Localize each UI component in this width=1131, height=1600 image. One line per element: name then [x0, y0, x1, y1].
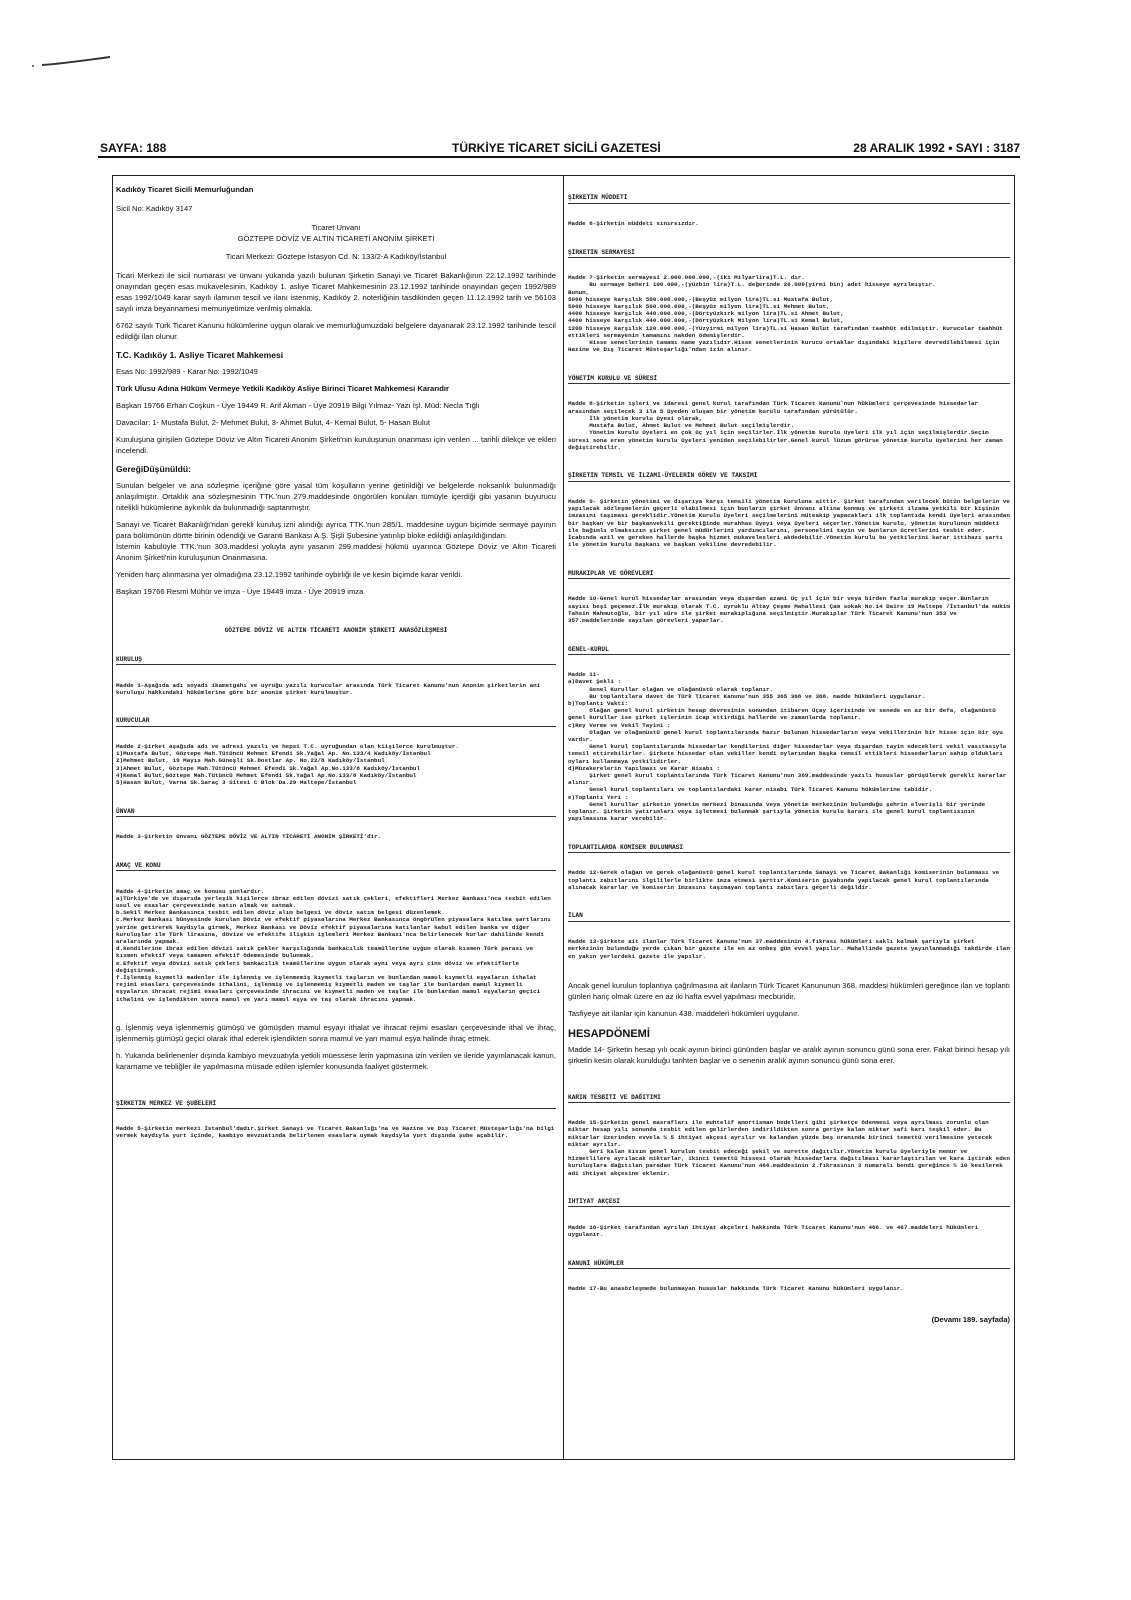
- incorporation-request: Kuruluşuna girişilen Göztepe Döviz ve Altın Ticareti Anonim Şirketi'nin kuruluşunun onanması için verilen ... tarihli dilekçe ve ekleri incelendi.: [116, 435, 556, 455]
- article-12: Madde 12-Gerek olağan ve gerek olağanüstü genel kurul toplantılarında Sanayi ve Ticaret Bakanlığı komiserinin bulunması ve toplantı zabıtlarını ilgililerle birlikte imza etmesi şarttır.Komiserin gıyabında yapılacak genel kurul toplantılarında alınacak kararlar ve komiserin imzasını taşımayan toplantı zabıtları geçerli değildir.: [568, 869, 1003, 891]
- article-11: Madde 11- a)Davet Şekli : Genel Kurullar olağan ve olağanüstü olarak toplanır. Bu toplantılara davet de Türk Ticaret Kanunu'nun 355 365 368 ve 368. madde hükümleri uygulanır. b)Toplantı Vakti: Olağan genel kurul şirketin hesap devresinin sonundan itibaren üçay içerisinde ve senede en az bir defa, olağanüstü genel kurullar ise şirket işlerinin icap ettirdiği hallerde ve zamanlarda toplanır. c)Rey Verme ve Vekil Tayini : Olağan ve olağanüstü genel kurul toplantılarında hazır bulunan hissedarların veya vekillerinin bir hisse için bir oyu vardır. Genel kurul toplantılarında hissedarlar kendilerini diğer hissedarlar veya dışardan tayin edecekleri vekil vasıtasıyla temsil ettirebilirler. Şirkete hissedar olan vekiller kendi oylarından başka temsil ettikleri hissedarların sahip oldukları oyları kullanmaya yetkilidirler. d)Müzakerelerin Yapılması ve Karar Nisabı : Şirket genel kurul toplantılarında Türk Ticaret Kanunu'nun 369.maddesinde yazılı hususlar görüşülerek gerekli kararlar alınır. Genel kurul toplantıları ve toplantılardaki karar nisabı Türk Ticaret Kanunu hükümlerine tabidir. e)Toplantı Yeri : Genel kurullar şirketin yönetim merkezi binasında veya yönetim merkezinin bulunduğu şehrin elverişli bir yerinde toplanır. Şirketin yatırımları veya işletmesi bulunmak şartıyla yönetim kurulu kararı ile genel kurul toplantısının yapılmasına karar verebilir.: [568, 671, 1007, 823]
- article-16: Madde 16-Şirket tarafından ayrılan ihtiyat akçeleri hakkında Türk Ticaret Kanunu'nun 466. ve 467.maddeleri hükümleri uygulanır.: [568, 1223, 982, 1238]
- section-ihtiyat: İHTİYAT AKÇESİ: [568, 1198, 620, 1206]
- reasoning-1: Sunulan belgeler ve ana sözleşme içeriğine göre yasal tüm koşulların yerine getirildiği ve belgelerde noksanlık bulunmadığı anlaşılmıştır. Ortaklık ana sözleşmesinin TTK.'nun 279.maddesinde öngörülen konuları tümüyle içerdiği gibi yasanın buyurucu nitelikli hükümlerine aykırılık da bulunmadığı saptanmıştır.: [116, 481, 556, 512]
- article-6: Madde 6-Şirketin müddeti sınırsızdır.: [568, 220, 699, 228]
- header-rule: [98, 156, 1020, 158]
- section-kurulus: KURULUŞ: [116, 656, 142, 664]
- court-name: T.C. Kadıköy 1. Asliye Ticaret Mahkemesi: [116, 350, 284, 360]
- fiscal-period-title: HESAPDÖNEMİ: [568, 1028, 650, 1041]
- reasoning-4: Yeniden harç alınmasına yer olmadığına 23.12.1992 tarihinde oybirliği ile ve kesin biçimde karar verildi.: [116, 570, 463, 579]
- signatures: Başkan 19766 Resmi Mühür ve imza - Üye 19449 imza - Üye 20919 imza: [116, 587, 364, 596]
- case-number: Esas No: 1992/989 - Karar No: 1992/1049: [116, 367, 258, 376]
- unvan-label: Ticaret Unvanı: [311, 223, 361, 232]
- pen-mark-icon: [30, 55, 112, 69]
- article-7: Madde 7-Şirketin sermayesi 2.000.000.000,-(iki Milyarlira)T.L. dır. Bu sermaye beheri 100.000,-(yüzbin lira)T.L. değerinde 20.000(yirmi bin) adet hisseye ayrılmıştır. Bunun, 5000 hisseye karşılık 500.000.000,-(Beşyüz milyon lira)TL.si Mustafa Bulut, 5000 hisseye karşılık 500.000.000,-(Beşyüz milyon lira)TL.si Mehmet Bulut, 4400 hisseye karşılık 440.000.000,-(Dörtyüzkırk milyon lira)TL.si Ahmet Bulut, 4400 hisseye karşılık 440.000.000,-(Dörtyüzkırk Milyon lira)TL.si Kemal Bulut, 1200 hisseye karşılık 120.000.000,-(Yüzyirmi milyon lira)TL.si Hasan Bulut tarafından taahhüt edilmiştir. Kurucular taahhüt ettikleri sermayenin tamamını nakden ödemişlerdir. Hisse senetlerinin tamamı name yazılıdır.Hisse senetlerinin kurucu ortaklar dışındaki kişilere devredilebilmesi için Hazine ve Dış Ticaret Müsteşarlığı'ndan izin alınır.: [568, 274, 1003, 354]
- reasoning-2: Sanayi ve Ticaret Bakanlığı'ndan gerekli kuruluş izni alındığı ayrıca TTK.'nun 285/1. maddesine uygun biçimde sermaye payının para bölümünün dörtte birinin ödendiği ve Garanti Bankası A.Ş. Şişli Şubesine yatırılıp bloke edildiği anlaşıldığından:: [116, 520, 556, 540]
- contract-title: GÖZTEPE DÖVİZ VE ALTIN TİCARETİ ANONİM ŞİRKETİ ANASÖZLEŞMESİ: [224, 627, 448, 635]
- article-4-g: g. İşlenmiş veya işlenmemiş gümüşü ve gümüşden mamul eşyayı ithalat ve ihracat rejimi esasları çerçevesinde ithal ve ihraç, işlenmemiş gümüşü geçici olarak ithal ederek işlendikten sonra mamul ve yarı mamul eşya halinde ihraç etmek.: [116, 1023, 556, 1044]
- article-15: Madde 15-Şirketin genel masrafları ile muhtelif amortisman bedelleri gibi şirketçe ödenmesi veya ayrılması zorunlu olan miktar hesap yılı sonunda tesbit edilen gelirlerden indirildikten sonra geriye kalan miktar safi karı teşkil eder. Bu miktarlar üzerinden evvela % 5 ihtiyat akçesi ayrılır ve kalandan yüzde beş oranında birinci temettü verilmesine yetecek miktar ayrılır. Geri kalan kısım genel kurulun tesbit edeceği şekil ve surette dağıtılır.Yönetim kurulu üyeleriyle memur ve hizmetlilere ayrılacak miktarlar, ikinci temettü hissesi olarak hissedarlara dağıtılması kararlaştırılan ve kara iştirak eden kuruluşlara dağıtılan paradan Türk Ticaret Kanunu'nun 466.maddesinin 2.fıkrasının 3 numaralı bendi gereğince % 10 kesilerek adi ihtiyat akçesine eklenir.: [568, 1119, 1010, 1177]
- page-number: SAYFA: 188: [100, 141, 167, 155]
- article-4: Madde 4-Şirketin amaç ve konusu şunlardır. a)Türkiye'de ve dışarıda yerleşik kişilerce ibraz edilen dövizi satık çekleri, efektifleri Merkez Bankası'nca tesbit edilen usul ve esaslar çerçevesinde satın almak ve satmak. b.Sekil Merkez Bankasınca tesbit edilen döviz alım belgesi ve döviz satım belgesi düzenlemek. c.Merkez Bankası bünyesinde kurulan Döviz ve efektif piyasalarına Merkez Bankasınca öngörülen piyasalara katılma şartlarını yerine getirerek kaydıyla girmek, Merkez Bankası ve Döviz efektif piyasalarına katılanlar kabul edilen banka ve diğer kuruluşlar ile Türk lirasına, dövize ve efektife ilişkin işlemleri Merkez Bankası'nca belirlenecek kurlar dahilinde kendi aralarında yapmak. d.Kendilerine ibraz edilen dövizi satık çekler karşılığında bankacılık teamüllerine uygun olarak kısmen Türk parası ve kısmen efektif veya tamamen efektif ödemesinde bulunmak. e.Efektif veya dövizi satık çekleri bankacılık teamüllerine uygun olarak aynı veya ayrı cins döviz ve efektiflerle değiştirmek. f.İşlenmiş kıymetli madenler ile işlenmiş ve işlenmemiş kıymetli taşların ve bunlardan mamul kıymetli eşyaların ithalat rejimi esasları çerçevesinde ithalini, işlenmiş ve işlenmemiş kıymetli maden ve taşlar ile bunlardan mamul kıymetli eşyaların ihracat rejimi esasları çerçevesinde ihracını ve kıymetli maden ve taşlar ile bunlardan mamul eşyaların geçici ithalini ve işlendikten sonra mamul ve yarı mamul eşya ve taş olarak ihracını yapmak.: [116, 887, 551, 1003]
- sicil-number: Sicil No: Kadıköy 3147: [116, 204, 193, 213]
- article-5: Madde 5-Şirketin merkezi İstanbul'dadır.Şirket Sanayi ve Ticaret Bakanlığı'na ve Hazine ve Dış Ticaret Müsteşarlığı'na bilgi vermek kaydıyla yurt içinde, kambiyo mevzuatında belirlenen esaslara uymak kaydıyla yurt dışında şube açabilir.: [116, 1125, 558, 1140]
- left-column: [116, 184, 556, 1456]
- article-9: Madde 9- Şirketin yönetimi ve dışarıya karşı temsili yönetim kuruluna aittir. Şirket tarafından verilecek bütün belgelerin ve yapılacak sözleşmelerin geçerli olabilmesi için bunların şirket ünvanı altına konmuş ve şirketi ilzama yetkili bir kişinin imzasını taşıması gereklidir.Yönetim Kurulu üyeleri seçilmelerini müteakip yapacakları ilk toplantıda kendi üyeleri arasından bir başkan ve bir başkanvekili gerektiğinde murahhas üyeyi veya üyeleri seçerler.Yönetim kurulu, yönetim kurulunun müddeti ile bağımlı olmaksızın şirket genel müdürlerini yardımcılarını, personelini tayin ve bunların ücretlerini tesbit eder. İcabında azil ve gereken hallerde başka hizmet mukavelesleri akdedebilir.Yönetim kurulu bu yetkilerini karar ittihazı şartı ile yönetim kurulu başkanı ve başkan vekiline devredebilir.: [568, 497, 1014, 549]
- section-merkez: ŞİRKETİN MERKEZ VE ŞUBELERİ: [116, 1099, 217, 1107]
- section-genel-kurul: GENEL-KURUL: [568, 645, 609, 653]
- article-2: Madde 2-Şirket aşağıda adı ve adresi yazılı ve hepsi T.C. uyruğundan olan kiişilerce kurulmuştur. 1)Mustafa Bulut, Göztepe Mah.Tütüncü Mehmet Efendi Sk.Yağal Ap. No.133/4 Kadıköy/İstanbul 2)Mehmet Bulut, 19 Mayıs Mah.Güneşli Sk.Dostlar Ap. No.22/8 Kadıköy/İstanbul 3)Ahmet Bulut, Göztepe Mah.Tütüncü Mehmet Efendi Sk.Yağal Ap.No.133/8 Kadıköy/İstanbul 4)Kemal Bulut,Göztepe Mah.Tütüncü Mehmet Efendi Sk.Yağal Ap.No.133/8 Kadıköy/İstanbul 5)Hasan Bulut, Varna Sk.Saraç 3 Sitesi C Blok Da.29 Maltepe/İstanbul: [116, 743, 459, 787]
- article-17: Madde 17-Bu anasözleşmede bulunmayan hususlar hakkında Türk Ticaret Kanunu hükümleri uygulanır.: [568, 1285, 904, 1293]
- article-8: Madde 8-Şirketin işleri ve idaresi genel kurul tarafından Türk Ticaret Kanunu'nun hükümleri çerçevesinde hissedarlar arasından seçilecek 3 ila 5 üyeden oluşan bir yönetim kurulu tarafından yürütülür. İlk yönetim kurulu üyesi olarak, Mustafa Bulut, Ahmet Bulut ve Mehmet Bulut seçilmişlerdir. Yönetim kurulu üyeleri en çok üç yıl için seçilirler.İlk yönetim kurulu üyeleri ilk yıl için seçilmişlerdir.Seçim süresi sona eren yönetim kurulu üyeleri yeniden seçilebilirler.Genel kurul lüzum görürse yönetim kurulu üyelerini her zaman değiştirebilir.: [568, 400, 1003, 451]
- section-yonetim: YÖNETİM KURULU VE SÜRESİ: [568, 374, 658, 382]
- article-3: Madde 3-Şirketin ünvanı GÖZTEPE DÖVİZ VE ALTIN TİCARETİ ANONİM ŞİRKETİ'dir.: [116, 833, 382, 841]
- section-kanuni: KANUNİ HÜKÜMLER: [568, 1259, 624, 1267]
- announcement-rule: Ancak genel kurulun toplantıya çağrılmasına ait ilanların Türk Ticaret Kanununun 368. maddesi hükümleri gereğince ilan ve toplantı günleri hariç olmak üzere en az iki hafta evvel yapılması mecburidir.: [568, 981, 1010, 1002]
- section-kurucular: KURUCULAR: [116, 717, 150, 725]
- reasoning-3: İstemin kabulüyle TTK.'nun 303.maddesi yoluyla aynı yasanın 299.maddesi hükmü uyarınca Göztepe Döviz ve Altın Ticareti Anonim Şirketi'nin kuruluşunun Onanmasına.: [116, 542, 556, 562]
- section-murakip: MURAKIPLAR VE GÖREVLERİ: [568, 569, 654, 577]
- plaintiffs: Davacılar: 1- Mustafa Bulut, 2- Mehmet Bulut, 3- Ahmet Bulut, 4- Kemal Bulut, 5- Hasan Bulut: [116, 418, 431, 427]
- column-divider: [563, 175, 564, 1460]
- section-komiser: TOPLANTILARDA KOMİSER BULUNMASI: [568, 843, 684, 851]
- reasoning-title: GereğiDüşünüldü:: [116, 464, 191, 474]
- trade-address: Ticari Merkezi: Göztepe İstasyon Cd. N: 133/2-A Kadıköy/İstanbul: [225, 252, 447, 261]
- article-13: Madde 13-Şirkete ait ilanlar Türk Ticaret Kanunu'nun 37.maddesinin 4.fıkrası hükümleri saklı kalmak şartıyla şirket merkezinin bulunduğu yerde çıkan bir gazete ile en az onbeş gün evvel yapılır. Mahallinde gazete yayınlanmadığı takdirde ilan en yakın yerlerdeki gazete ile yapılır.: [568, 938, 1014, 960]
- court-decision-heading: Türk Ulusu Adına Hüküm Vermeye Yetkili Kadıköy Asliye Birinci Ticaret Mahkemesi Kararıdır: [116, 384, 449, 393]
- court-members: Başkan 19766 Erhan Coşkun - Üye 19449 R. Arif Akman - Üye 20919 Bilgi Yılmaz- Yazı İşl. Müd: Necla Tığlı: [116, 401, 480, 410]
- liquidation-rule: Tasfiyeye ait ilanlar için kanunun 438. maddeleri hükümleri uygulanır.: [568, 1009, 800, 1019]
- gazette-title: TÜRKİYE TİCARET SİCİLİ GAZETESİ: [452, 141, 661, 155]
- issue-date: 28 ARALIK 1992 • SAYI : 3187: [853, 141, 1020, 155]
- section-unvan: ÜNVAN: [116, 807, 135, 815]
- section-temsil: ŞİRKETİN TEMSİL VE İLZAMI-ÜYELERİN GÖREV VE TAKSİMİ: [568, 472, 758, 480]
- company-name: GÖZTEPE DÖVİZ VE ALTIN TİCARETİ ANONİM ŞİRKETİ: [237, 234, 435, 243]
- article-10: Madde 10-Genel kurul hissedarlar arasından veya dışardan azami üç yıl için bir veya birden fazla murakıp seçer.Bunların sayısı beşi geçemez.İlk murakıp olarak T.C. uyruklu Altay Çeşme Mahallesi Çam sokak No.14 Daire 19 Maltepe /İstanbul'da mukim Tahsin Mahmutoğlu, bir yıl süre ile şirket murakıplığına seçilmiştir.Murakıplar Türk Ticaret Kanunu'nun 353 ve 357.maddelerinde sayılan görevleri yaparlar.: [568, 595, 1014, 624]
- section-ilan: İLAN: [568, 912, 583, 920]
- article-4-h: h. Yukarıda belirlenenler dışında kambiyo mevzuatıyla yetkili müessese lerin yapmasına izin verilen ve ileride yayınlanacak kanun, kararname ve tebliğler ile yapılmasına müsade edilen işlemler konusunda faaliyet göstermek.: [116, 1051, 556, 1072]
- right-column: [568, 180, 1014, 1456]
- announcement-paragraph: 6762 sayılı Türk Ticaret Kanunu hükümlerine uygun olarak ve memurluğumuzdaki belgelere dayanarak 23.12.1992 tarihinde tescil edildiği ilan olunur.: [116, 321, 556, 341]
- section-sermaye: ŞİRKETİN SERMAYESİ: [568, 248, 635, 256]
- section-kar: KARIN TESBİTİ VE DAĞITIMI: [568, 1093, 661, 1101]
- section-amac: AMAÇ VE KONU: [116, 861, 161, 869]
- registry-office: Kadıköy Ticaret Sicili Memurluğundan: [116, 185, 254, 194]
- article-14: Madde 14- Şirketin hesap yılı ocak ayının birinci gününden başlar ve aralık ayının sonuncu günü sona erer. Fakat birinci hesap yılı şirketin kesin olarak kurulduğu tarihten başlar ve o senenin aralık ayının sonuncu günü sona erer.: [568, 1045, 1010, 1066]
- continued-note: (Devamı 189. sayfada): [931, 1314, 1010, 1324]
- article-1: Madde 1-Aşağıda adı soyadı ikametgahı ve uyruğu yazılı kurucular arasında Türk Ticaret Kanunu'nun Anonim şirketlerin ani kuruluşu hakkındaki hükümlerine göre bir anonim şirket kurulmuştur.: [116, 681, 544, 696]
- section-muddet: ŞİRKETİN MÜDDETİ: [568, 194, 628, 202]
- registration-paragraph: Ticari Merkezi ile sicil numarası ve ünvanı yukarıda yazılı bulunan Şirketin Sanayi ve Ticaret Bakanlığının 22.12.1992 tarihinde onayından geçen esas mukavelesinin, Kadıköy 1. asliye Ticaret Mahkemesinin 23.12.1992 tarihinde onayından geçen 1992/989 esas 1992/1049 karar sayılı ilamının tescil ve ilanı istenmiş, Kadıköy 2. noterliğinin tasdikinden geçen 11.12.1992 tarih ve 56103 sayılı imza beyannamesi memuriyetimize verilmiş olmakla.: [116, 271, 556, 313]
